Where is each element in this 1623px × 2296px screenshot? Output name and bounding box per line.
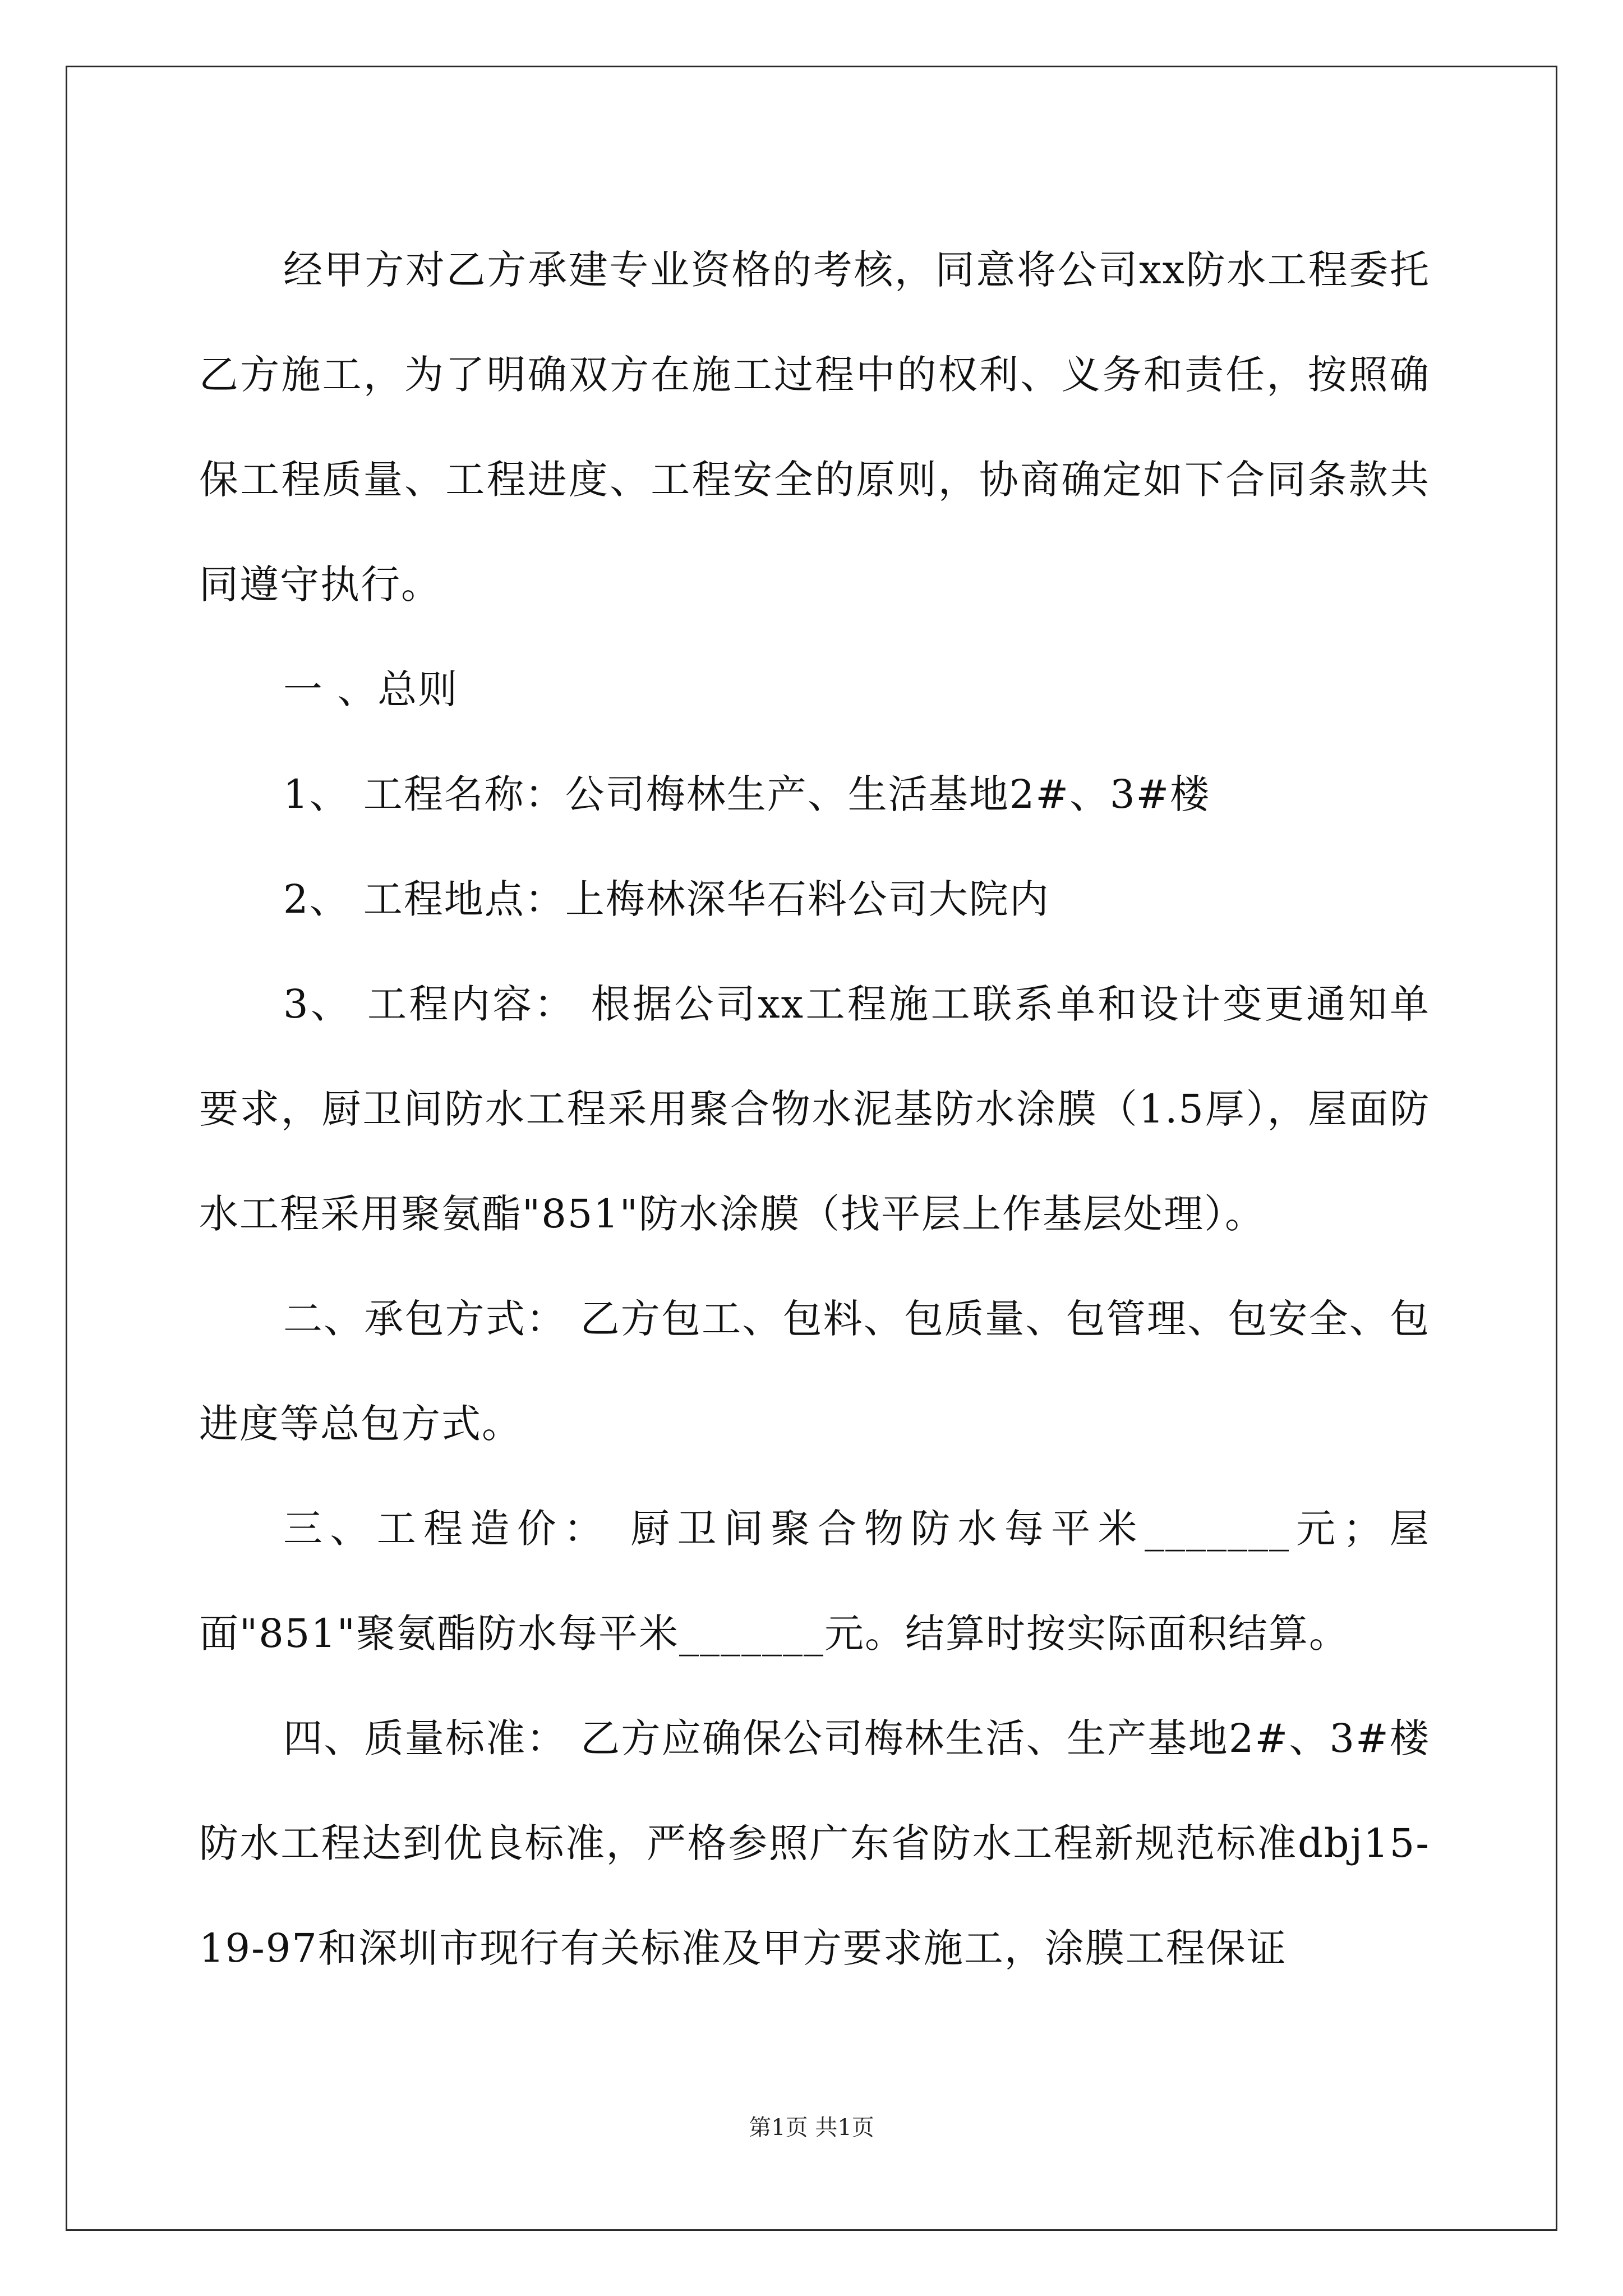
section-quality-standard: 四、质量标准： 乙方应确保公司梅林生活、生产基地2#、3#楼防水工程达到优良标准，严格参照广东省防水工程新规范标准dbj15-19-97和深圳市现行有关标准及甲方要求施工，涂膜工程保证 [199, 1715, 1430, 1971]
clause-project-name: 1、 工程名称：公司梅林生产、生活基地2#、3#楼 [283, 771, 1211, 817]
section-heading-general: 一 、总则 [283, 666, 459, 712]
section-project-cost: 三、工程造价： 厨卫间聚合物防水每平米_______元；屋面"851"聚氨酯防水每平米_______元。结算时按实际面积结算。 [199, 1506, 1430, 1657]
clause-project-content: 3、 工程内容： 根据公司xx工程施工联系单和设计变更通知单要求，厨卫间防水工程采用聚合物水泥基防水涂膜（1.5厚），屋面防水工程采用聚氨酯"851"防水涂膜（找平层上作基层处理）。 [199, 981, 1430, 1237]
clause-project-location: 2、 工程地点：上梅林深华石料公司大院内 [283, 876, 1050, 922]
document-body [199, 218, 1430, 2001]
paragraph-intro: 经甲方对乙方承建专业资格的考核，同意将公司xx防水工程委托乙方施工，为了明确双方在施工过程中的权利、义务和责任，按照确保工程质量、工程进度、工程安全的原则，协商确定如下合同条款共同遵守执行。 [199, 247, 1430, 608]
section-contract-method: 二、承包方式： 乙方包工、包料、包质量、包管理、包安全、包进度等总包方式。 [199, 1296, 1430, 1447]
page-footer: 第1页 共1页 [749, 2115, 874, 2141]
